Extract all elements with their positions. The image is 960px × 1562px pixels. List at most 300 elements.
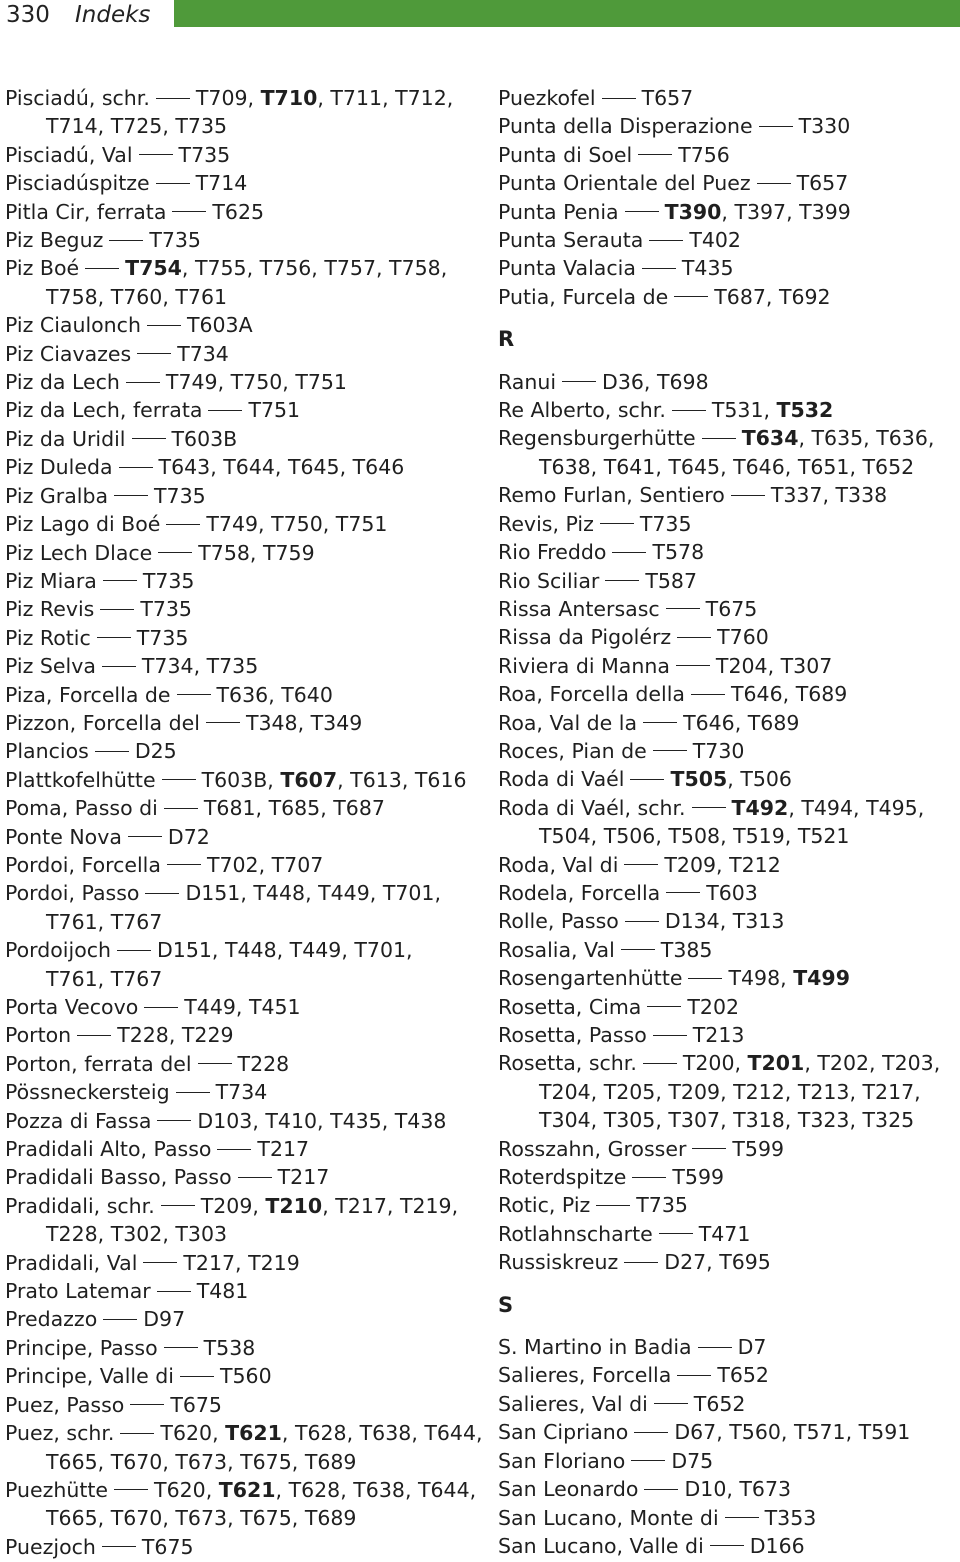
index-term: Re Alberto, schr.	[498, 398, 666, 423]
page-reference: T640	[281, 682, 333, 707]
index-entry: Piz Selva T734, T735	[5, 654, 259, 679]
dash-separator	[238, 1177, 272, 1178]
index-term: Revis, Piz	[498, 511, 594, 536]
dash-separator	[137, 353, 171, 354]
page-reference: T498	[728, 966, 781, 991]
page-reference: T621	[218, 1477, 276, 1502]
page-reference: T767	[110, 909, 163, 934]
page-reference: T217	[862, 1079, 915, 1104]
index-entry	[5, 1391, 485, 1419]
page-reference: T304	[539, 1108, 591, 1133]
dash-separator	[691, 694, 725, 695]
dash-separator	[166, 524, 200, 525]
page-reference: T735	[639, 511, 692, 536]
dash-separator	[605, 580, 639, 581]
dash-separator	[117, 950, 151, 951]
dash-separator	[596, 1205, 630, 1206]
dash-separator	[97, 637, 131, 638]
index-term: Rosetta, Cima	[498, 994, 642, 1019]
page-reference: T673	[175, 1506, 228, 1531]
page-reference: T730	[692, 738, 745, 763]
page-reference: T603A	[186, 313, 253, 338]
page-reference: T521	[797, 824, 850, 849]
page-reference: T620	[154, 1477, 206, 1502]
page-number: 330	[6, 2, 50, 28]
index-term: Piz Beguz	[5, 228, 104, 253]
page-reference: T759	[262, 540, 315, 565]
page-reference: T495	[866, 795, 918, 820]
page-reference: T591	[858, 1420, 911, 1445]
index-term: Russiskreuz	[498, 1250, 619, 1275]
index-entry	[498, 1447, 958, 1475]
page-reference: T203	[882, 1051, 934, 1076]
index-entry: Pradidali, schr. T209, T210, T217, T219, T228, T302, T303	[5, 1193, 459, 1247]
page-reference: T760	[717, 625, 769, 650]
page-reference: D10	[684, 1477, 727, 1502]
page-reference: T712	[395, 86, 447, 110]
index-entry	[498, 1532, 958, 1560]
page-reference: T492	[731, 795, 789, 820]
dash-separator	[698, 1347, 732, 1348]
page-reference: T709	[195, 86, 248, 110]
page-reference: T695	[719, 1250, 771, 1275]
index-entry	[498, 169, 958, 197]
dash-separator	[102, 666, 136, 667]
dash-separator	[157, 1120, 191, 1121]
index-entry: Remo Furlan, Sentiero T337, T338	[498, 483, 888, 508]
index-entry	[498, 510, 958, 538]
page-reference: T673	[175, 1449, 228, 1474]
index-column-right	[498, 84, 958, 1560]
index-entry: Rosengartenhütte T498, T499	[498, 966, 850, 991]
dash-separator	[176, 1092, 210, 1093]
page-reference: T657	[641, 86, 694, 110]
page-reference: D36	[602, 369, 644, 394]
index-entry: Russiskreuz D27, T695	[498, 1250, 771, 1275]
page-reference: D103	[197, 1108, 253, 1133]
page-reference: T202	[817, 1051, 870, 1076]
dash-separator	[688, 978, 722, 979]
page-reference: T756	[259, 256, 312, 281]
page-reference: T735	[140, 597, 192, 622]
index-entry	[5, 169, 485, 197]
index-entry: San Leonardo D10, T673	[498, 1477, 792, 1502]
page-reference: T307	[780, 653, 833, 678]
page-reference: T754	[125, 256, 182, 281]
dash-separator	[710, 1545, 744, 1546]
index-entry	[498, 254, 958, 282]
page-reference: T213	[692, 1023, 745, 1047]
index-term: Rosetta, schr.	[498, 1051, 637, 1076]
page-reference: T307	[668, 1108, 721, 1133]
page-reference: T228	[237, 1051, 290, 1076]
index-term: Pradidali Alto, Passo	[5, 1137, 212, 1162]
page-reference: T749	[206, 512, 259, 537]
page-reference: D134	[664, 909, 720, 934]
index-entry: Rolle, Passo D134, T313	[498, 909, 785, 934]
index-entry: Porta Vecovo T449, T451	[5, 995, 301, 1019]
header-bar	[174, 0, 960, 27]
page-reference: T302	[110, 1222, 163, 1247]
dash-separator	[143, 1262, 177, 1263]
page-reference: T761	[46, 966, 98, 991]
index-term: Pradidali, Val	[5, 1250, 138, 1275]
index-term: Predazzo	[5, 1307, 98, 1332]
page-reference: T209	[664, 852, 717, 877]
page-reference: T212	[733, 1079, 785, 1104]
page-reference: T205	[603, 1079, 656, 1104]
index-term: Pizzon, Forcella del	[5, 710, 200, 735]
page-reference: T448	[253, 881, 306, 906]
page-reference: T390	[664, 199, 722, 224]
dash-separator	[77, 1035, 111, 1036]
index-term: Piz Rotic	[5, 625, 91, 650]
dash-separator	[103, 580, 137, 581]
dash-separator	[102, 1546, 136, 1547]
dash-separator	[654, 1403, 688, 1404]
index-entry: Puez, schr. T620, T621, T628, T638, T644, T665, T670, T673, T675, T689	[5, 1421, 483, 1474]
index-term: Regensburgerhütte	[498, 426, 696, 451]
page-reference: T725	[110, 114, 163, 139]
index-entry	[498, 226, 958, 254]
dash-separator	[638, 154, 672, 155]
index-term: Punta Penia	[498, 199, 619, 224]
index-entry	[5, 340, 485, 368]
dash-separator	[147, 325, 181, 326]
page-reference: T613	[350, 767, 402, 792]
index-entry: Piza, Forcella de T636, T640	[5, 682, 333, 707]
index-term: Pitla Cir, ferrata	[5, 199, 167, 224]
index-entry: Plattkofelhütte T603B, T607, T613, T616	[5, 767, 467, 792]
index-entry	[498, 141, 958, 169]
index-entry	[498, 737, 958, 765]
page-reference: T707	[271, 852, 324, 877]
index-term: Roa, Forcella della	[498, 682, 685, 707]
dash-separator	[100, 609, 134, 610]
page-reference: T505	[670, 767, 728, 792]
page-reference: T735	[206, 654, 259, 679]
page-reference: T435	[681, 256, 734, 281]
page-reference: T735	[178, 142, 231, 167]
page-reference: T471	[698, 1221, 751, 1246]
page-reference: T603B	[171, 426, 238, 451]
section-title: Indeks	[75, 2, 151, 28]
page-reference: T481	[196, 1279, 249, 1304]
page-reference: T603	[706, 880, 758, 905]
page-reference: T689	[795, 682, 848, 707]
page-reference: T710	[260, 86, 318, 110]
index-term: Salieres, Forcella	[498, 1363, 672, 1388]
index-entry: Riviera di Manna T204, T307	[498, 653, 833, 678]
index-term: Roda, Val di	[498, 852, 619, 877]
page-reference: T644	[417, 1477, 470, 1502]
page-reference: T504	[539, 824, 591, 849]
page-reference: T767	[110, 966, 163, 991]
index-entry	[498, 936, 958, 964]
index-entry: Roda, Val di T209, T212	[498, 852, 781, 877]
index-term: Prato Latemar	[5, 1279, 151, 1304]
page-reference: T587	[645, 568, 698, 593]
dash-separator	[126, 382, 160, 383]
page-reference: T687	[333, 796, 385, 821]
page-reference: T448	[224, 938, 277, 963]
page-reference: T651	[797, 454, 850, 479]
page-reference: T638	[539, 454, 591, 479]
page-reference: T755	[194, 256, 247, 281]
page-reference: T734	[141, 654, 194, 679]
dash-separator	[731, 495, 765, 496]
page-reference: T449	[184, 995, 236, 1019]
dash-separator	[198, 1063, 232, 1064]
page-reference: T213	[797, 1079, 850, 1104]
page-reference: D7	[737, 1335, 767, 1360]
page-reference: T217	[257, 1137, 310, 1162]
page-reference: T670	[110, 1449, 163, 1474]
index-entry	[5, 1305, 485, 1333]
index-term: Rodela, Forcella	[498, 880, 661, 905]
dash-separator	[162, 779, 196, 780]
page-reference: T508	[668, 824, 721, 849]
page-reference: T560	[219, 1364, 272, 1389]
page-reference: T385	[660, 937, 713, 962]
dash-separator	[130, 1404, 164, 1405]
index-term: Piz Boé	[5, 256, 80, 281]
index-term: Piz Ciavazes	[5, 341, 132, 366]
page-reference: T675	[170, 1392, 222, 1417]
index-entry: San Cipriano D67, T560, T571, T591	[498, 1420, 911, 1445]
index-term: Ranui	[498, 369, 557, 394]
index-entry	[498, 1163, 958, 1191]
index-term: Piz Selva	[5, 654, 96, 679]
dash-separator	[600, 523, 634, 524]
page-reference: T675	[705, 596, 758, 621]
page-reference: T701	[354, 938, 407, 963]
dash-separator	[109, 240, 143, 241]
page-reference: T217	[277, 1165, 330, 1190]
dash-separator	[167, 864, 201, 865]
index-term: Salieres, Val di	[498, 1391, 648, 1416]
page-reference: T635	[811, 426, 864, 451]
page-reference: T761	[46, 909, 98, 934]
index-entry	[498, 1135, 958, 1163]
dash-separator	[164, 1347, 198, 1348]
index-term: Rotlahnscharte	[498, 1221, 653, 1246]
page-reference: T399	[799, 199, 851, 224]
page-reference: T532	[776, 398, 834, 423]
page-reference: T449	[318, 881, 370, 906]
index-entry: Piz Boé T754, T755, T756, T757, T758, T758, T760, T761	[5, 256, 448, 309]
index-entry: Putia, Furcela de T687, T692	[498, 284, 831, 309]
page-reference: T645	[287, 455, 340, 480]
page-reference: T646	[730, 682, 783, 707]
index-term: Rotic, Piz	[498, 1193, 591, 1218]
index-term: Ponte Nova	[5, 824, 122, 849]
page-reference: T641	[603, 454, 656, 479]
page-reference: T756	[678, 142, 730, 167]
page-reference: T652	[717, 1363, 769, 1388]
index-entry: Roa, Val de la T646, T689	[498, 710, 800, 735]
index-entry	[498, 1021, 958, 1049]
page-reference: T313	[732, 909, 785, 934]
dash-separator	[674, 296, 708, 297]
page-reference: T636	[876, 426, 928, 451]
dash-separator	[672, 410, 706, 411]
index-term: Pradidali, schr.	[5, 1193, 155, 1218]
page-reference: T675	[141, 1534, 194, 1559]
page-reference: T201	[747, 1051, 805, 1076]
index-term: Rosengartenhütte	[498, 966, 683, 991]
page-reference: T646	[733, 454, 785, 479]
index-entry	[498, 1390, 958, 1418]
index-term: Piz Revis	[5, 597, 95, 622]
page-reference: T665	[46, 1506, 98, 1531]
dash-separator	[156, 98, 190, 99]
dash-separator	[144, 1007, 178, 1008]
index-term: Piz da Uridil	[5, 426, 126, 451]
dash-separator	[562, 381, 596, 382]
page-reference: T714	[195, 171, 248, 196]
page-reference: T734	[215, 1080, 268, 1105]
dash-separator	[702, 438, 736, 439]
page-reference: T228	[46, 1222, 98, 1247]
index-term: Puez, schr.	[5, 1421, 115, 1446]
page-reference: T628	[288, 1477, 341, 1502]
index-entry: Regensburgerhütte T634, T635, T636, T638, T641, T645, T646, T651, T652	[498, 426, 935, 479]
page-reference: T323	[797, 1108, 850, 1133]
index-term: Remo Furlan, Sentiero	[498, 483, 725, 508]
page-reference: T735	[149, 228, 201, 253]
page-reference: T217	[335, 1193, 387, 1218]
index-entry	[5, 595, 485, 623]
page-reference: T571	[793, 1420, 846, 1445]
index-entry: Piz Lech Dlace T758, T759	[5, 540, 315, 565]
index-term: Pordoijoch	[5, 938, 111, 963]
page-reference: T607	[280, 767, 338, 792]
page-reference: T305	[603, 1108, 656, 1133]
page-reference: T749	[165, 370, 218, 395]
dash-separator	[653, 750, 687, 751]
dash-separator	[206, 722, 240, 723]
dash-separator	[164, 808, 198, 809]
page-reference: T318	[733, 1108, 785, 1133]
page-reference: T638	[353, 1477, 405, 1502]
index-term: Plattkofelhütte	[5, 767, 156, 792]
index-term: Pisciadú, schr.	[5, 86, 150, 110]
dash-separator	[180, 1376, 214, 1377]
page-reference: T338	[835, 483, 888, 508]
index-entry: Roa, Forcella della T646, T689	[498, 682, 848, 707]
page-reference: T494	[801, 795, 854, 820]
index-term: Rio Sciliar	[498, 568, 600, 593]
dash-separator	[643, 1063, 677, 1064]
index-entry: Puezhütte T620, T621, T628, T638, T644, T665, T670, T673, T675, T689	[5, 1477, 477, 1531]
page-reference: T200	[682, 1051, 735, 1076]
page-reference: T652	[862, 454, 915, 479]
index-term: San Lucano, Valle di	[498, 1533, 704, 1558]
index-entry: Rosetta, schr. T200, T201, T202, T203, T204, T205, T209, T212, T213, T217, T304, T305, T307, T318, T323, T325	[498, 1051, 941, 1133]
index-term: Roa, Val de la	[498, 710, 638, 735]
page-reference: D72	[167, 824, 210, 849]
page-reference: D97	[143, 1307, 186, 1332]
index-term: Punta di Soel	[498, 142, 633, 167]
dash-separator	[644, 1489, 678, 1490]
dash-separator	[139, 154, 173, 155]
page-reference: T636	[216, 682, 269, 707]
index-term: Puezkofel	[498, 86, 596, 110]
index-entry: Poma, Passo di T681, T685, T687	[5, 796, 385, 821]
index-term: San Floriano	[498, 1448, 626, 1473]
page-reference: D151	[157, 938, 212, 963]
letter-heading: S	[498, 1292, 514, 1317]
page-reference: T506	[603, 824, 656, 849]
page-reference: T435	[330, 1108, 382, 1133]
page-reference: T692	[778, 284, 831, 309]
dash-separator	[625, 211, 659, 212]
page-reference: T217	[183, 1250, 236, 1275]
page-reference: T701	[382, 881, 435, 906]
index-term: Pozza di Fassa	[5, 1108, 152, 1133]
index-term: Rosalia, Val	[498, 937, 615, 962]
page-reference: T538	[203, 1335, 256, 1360]
page-reference: D166	[749, 1533, 805, 1558]
page-reference: T438	[394, 1108, 447, 1133]
dash-separator	[631, 1460, 665, 1461]
index-term: San Cipriano	[498, 1420, 629, 1445]
page-reference: T665	[46, 1449, 98, 1474]
index-entry	[498, 112, 958, 140]
dash-separator	[759, 126, 793, 127]
index-entry	[5, 624, 485, 652]
index-entry	[5, 226, 485, 254]
page-reference: T212	[729, 852, 781, 877]
index-term: Piz Miara	[5, 568, 97, 593]
page-reference: T506	[740, 767, 792, 792]
index-entry	[5, 425, 485, 453]
index-entry	[498, 84, 958, 112]
index-term: Pisciadú, Val	[5, 142, 133, 167]
index-term: Putia, Furcela de	[498, 284, 669, 309]
page-reference: T599	[672, 1165, 725, 1190]
page-reference: T402	[689, 228, 741, 253]
page-reference: T757	[324, 256, 376, 281]
page-reference: T209	[200, 1193, 253, 1218]
index-entry	[5, 1050, 485, 1078]
page-reference: T681	[203, 796, 256, 821]
index-entry: Pordoi, Passo D151, T448, T449, T701, T761, T767	[5, 881, 441, 934]
dash-separator	[119, 467, 153, 468]
page-reference: T337	[770, 483, 823, 508]
page-reference: T687	[714, 284, 766, 309]
page-reference: T638	[359, 1421, 412, 1446]
dash-separator	[156, 183, 190, 184]
index-entry	[5, 141, 485, 169]
page-reference: D75	[671, 1448, 714, 1473]
index-term: Rissa da Pigolérz	[498, 625, 672, 650]
page-reference: T689	[304, 1449, 357, 1474]
dash-separator	[757, 183, 791, 184]
page-reference: T620	[160, 1421, 213, 1446]
page-reference: T531	[711, 398, 764, 423]
dash-separator	[625, 921, 659, 922]
index-term: Piz da Lech	[5, 370, 120, 395]
index-term: Roda di Vaél	[498, 767, 625, 792]
index-entry: Piz Duleda T643, T644, T645, T646	[5, 455, 405, 480]
page-reference: T303	[175, 1222, 228, 1247]
page-reference: D151	[185, 881, 241, 906]
page-reference: T397	[734, 199, 787, 224]
page-reference: T560	[729, 1420, 781, 1445]
index-term: Piz Duleda	[5, 455, 113, 480]
